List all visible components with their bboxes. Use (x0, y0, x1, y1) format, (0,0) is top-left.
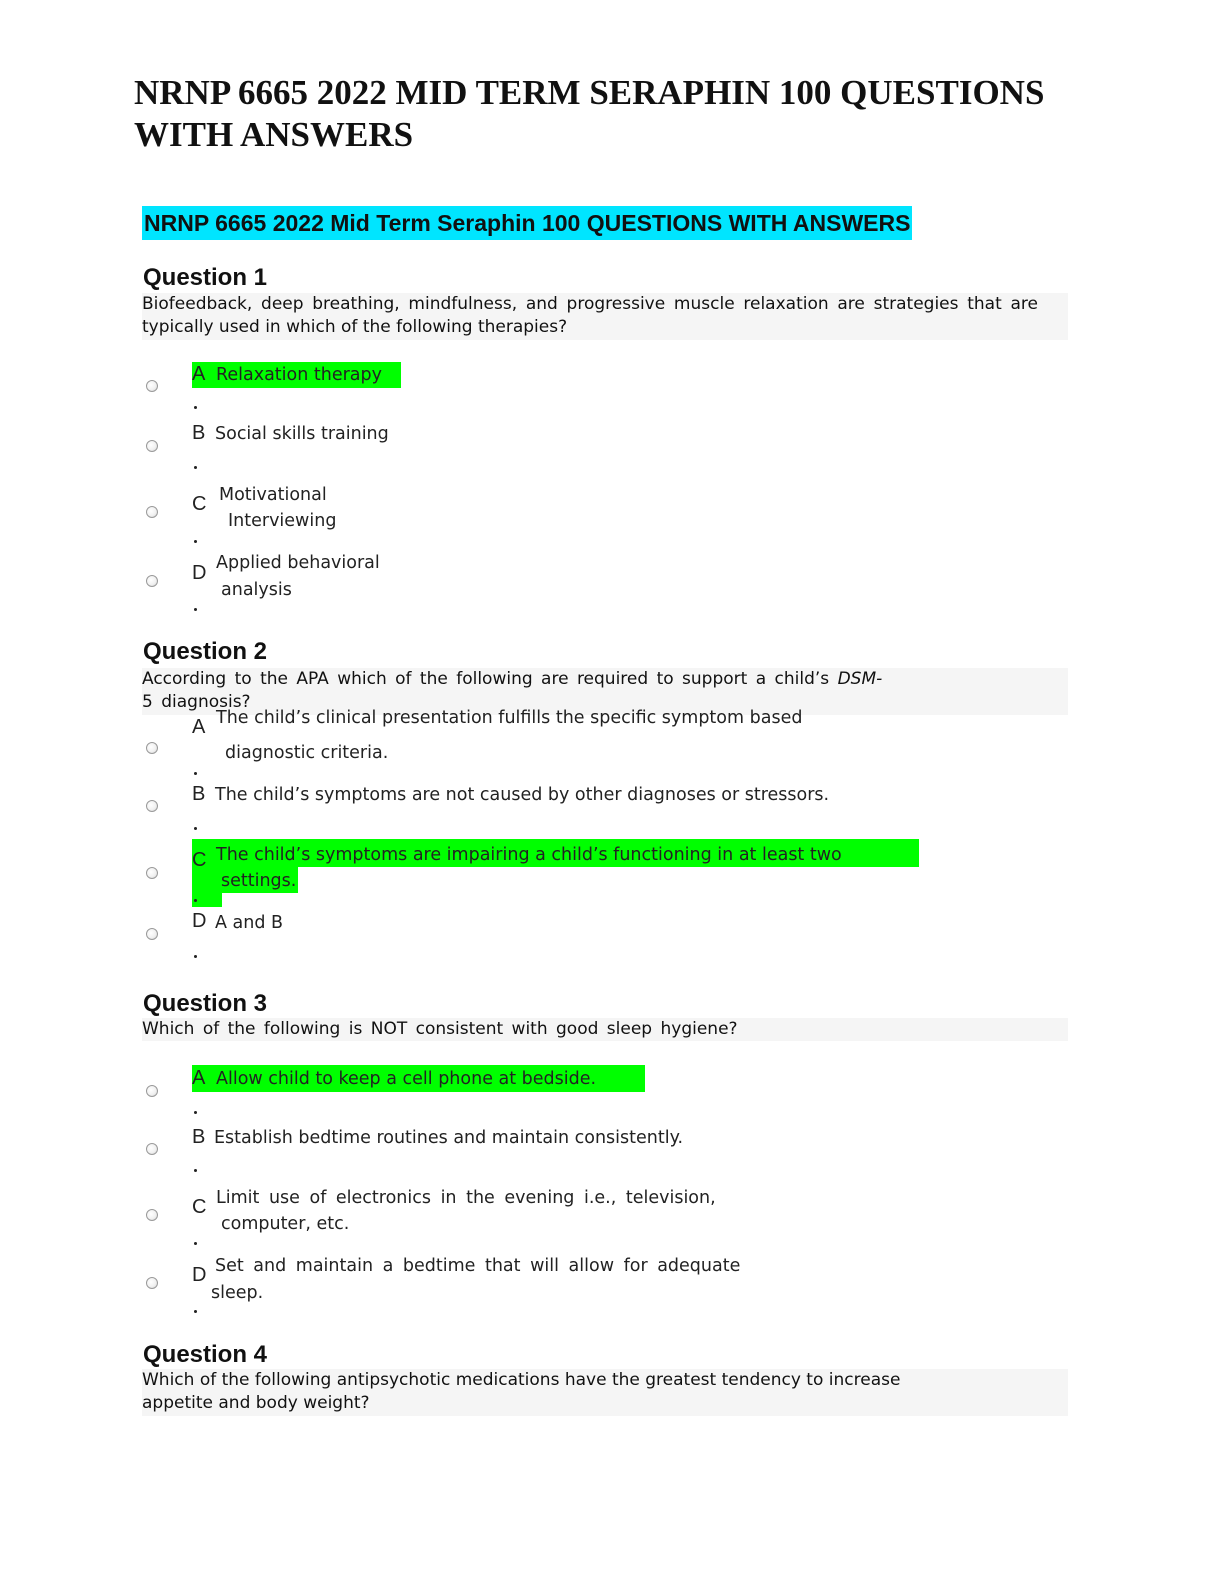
radio-option-b[interactable] (146, 800, 158, 812)
question-text: Which of the following is NOT consistent with good sleep hygiene? (142, 1018, 1068, 1041)
bullet-dot (194, 1310, 197, 1313)
question-text-italic: DSM- (837, 669, 883, 689)
option-letter: C (192, 849, 207, 871)
option-letter: A (192, 716, 206, 738)
option-text: Applied behavioral (216, 553, 380, 573)
radio-option-c[interactable] (146, 867, 158, 879)
radio-option-b[interactable] (146, 1143, 158, 1155)
radio-option-b[interactable] (146, 440, 158, 452)
radio-option-a[interactable] (146, 1085, 158, 1097)
option-letter: C (192, 1196, 207, 1218)
question-text-part: 5 diagnosis? (142, 692, 251, 712)
option-letter: A (192, 363, 206, 385)
option-text: Establish bedtime routines and maintain consistently. (214, 1128, 684, 1148)
radio-option-a[interactable] (146, 742, 158, 754)
option-text: diagnostic criteria. (225, 743, 389, 763)
option-letter: D (192, 910, 207, 932)
option-letter: A (192, 1067, 206, 1089)
bullet-dot (194, 406, 197, 409)
question-text: Biofeedback, deep breathing, mindfulness, and progressive muscle relaxation are strategies that are typically used in which of the following therapies? (142, 293, 1068, 340)
bullet-dot (194, 899, 197, 902)
option-text: The child’s clinical presentation fulfills the specific symptom based (216, 708, 803, 728)
option-text: sleep. (211, 1283, 264, 1303)
bullet-dot (194, 772, 197, 775)
option-letter: D (192, 1264, 207, 1286)
radio-option-c[interactable] (146, 1209, 158, 1221)
question-heading: Question 1 (143, 264, 268, 291)
option-text: Relaxation therapy (216, 365, 382, 385)
bullet-dot (194, 827, 197, 830)
question-heading: Question 3 (143, 990, 268, 1017)
question-text-part: According to the APA which of the following are required to support a child’s (142, 669, 838, 689)
option-letter: B (192, 1126, 206, 1148)
bullet-dot (194, 1169, 197, 1172)
option-text: Limit use of electronics in the evening i.e., television, (216, 1188, 716, 1208)
option-letter: D (192, 562, 207, 584)
option-text: A and B (215, 913, 284, 933)
option-text: Set and maintain a bedtime that will allow for adequate (215, 1256, 741, 1276)
bullet-dot (194, 955, 197, 958)
radio-option-d[interactable] (146, 575, 158, 587)
option-letter: C (192, 493, 207, 515)
option-text: settings. (221, 871, 297, 891)
option-text: The child’s symptoms are impairing a child’s functioning in at least two (216, 845, 842, 865)
option-text: The child’s symptoms are not caused by other diagnoses or stressors. (215, 785, 830, 805)
radio-option-d[interactable] (146, 1277, 158, 1289)
option-letter: B (192, 422, 206, 444)
bullet-dot (194, 466, 197, 469)
option-text: Allow child to keep a cell phone at bedside. (216, 1069, 597, 1089)
question-text: Which of the following antipsychotic medications have the greatest tendency to increase appetite and body weight? (142, 1369, 1068, 1416)
option-text: analysis (221, 580, 292, 600)
radio-option-d[interactable] (146, 928, 158, 940)
option-text: Interviewing (228, 511, 337, 531)
bullet-dot (194, 1111, 197, 1114)
bullet-dot (194, 608, 197, 611)
document-title: NRNP 6665 2022 MID TERM SERAPHIN 100 QUESTIONS WITH ANSWERS (134, 73, 1045, 154)
question-heading: Question 4 (143, 1341, 268, 1368)
option-text: computer, etc. (221, 1214, 350, 1234)
option-text: Motivational (219, 485, 327, 505)
bullet-dot (194, 1242, 197, 1245)
radio-option-a[interactable] (146, 380, 158, 392)
radio-option-c[interactable] (146, 506, 158, 518)
option-text: Social skills training (215, 424, 389, 444)
bullet-dot (194, 540, 197, 543)
option-letter: B (192, 783, 206, 805)
question-heading: Question 2 (143, 638, 268, 665)
subtitle-banner: NRNP 6665 2022 Mid Term Seraphin 100 QUESTIONS WITH ANSWERS (142, 206, 912, 240)
